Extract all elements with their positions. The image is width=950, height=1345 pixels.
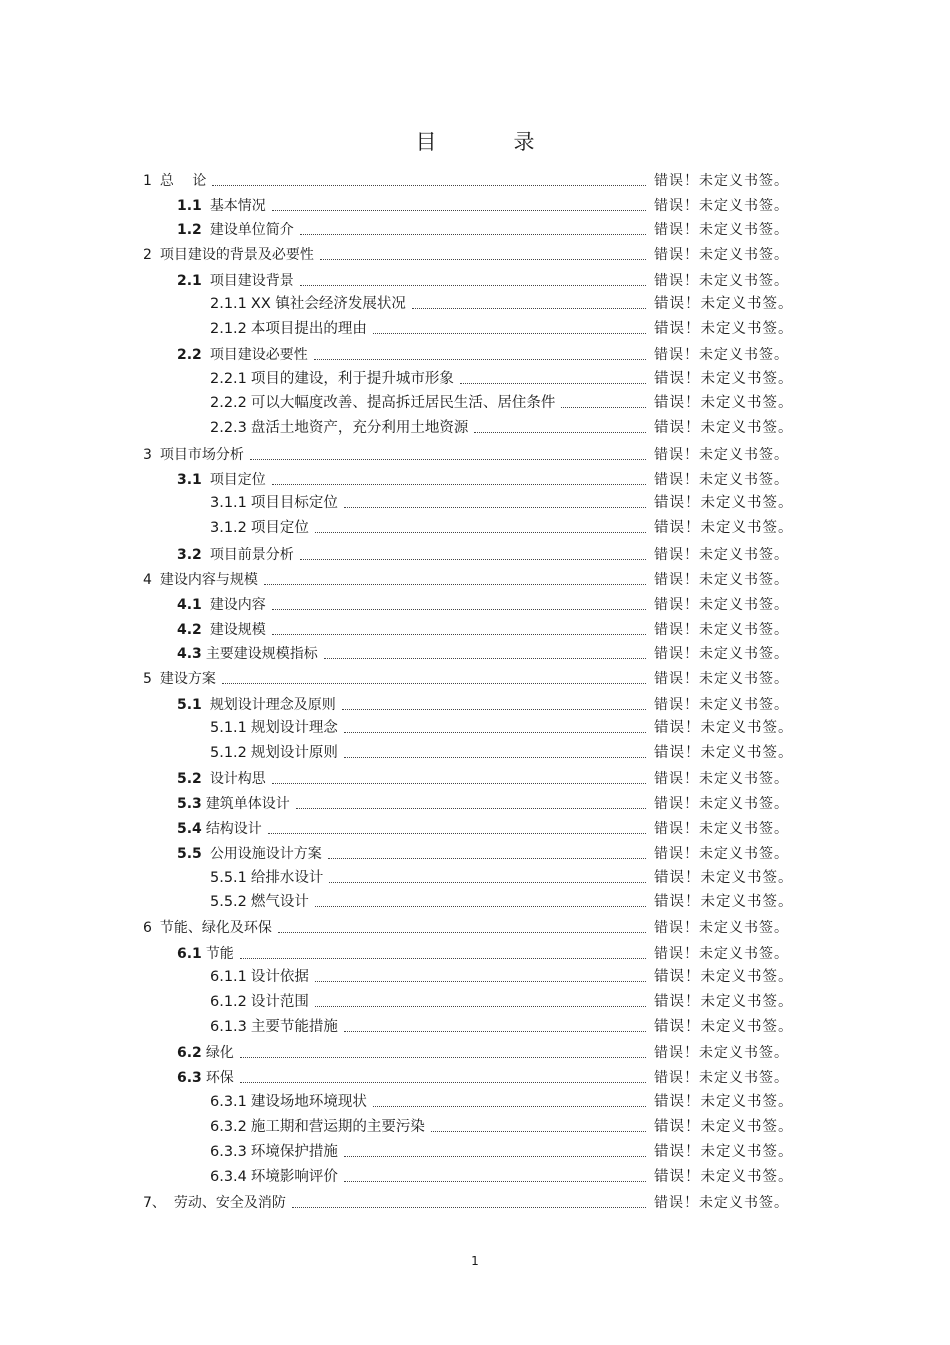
toc-entry-number: 5: [143, 671, 152, 687]
toc-entry-label: 盘活土地资产，充分利用土地资源: [250, 420, 469, 436]
dot-leader: [328, 858, 646, 859]
dot-leader: [272, 609, 646, 610]
toc-entry-number: 6.3.1: [210, 1094, 247, 1110]
toc-entry-number: 1.2: [177, 222, 202, 238]
toc-entry-number: 2.2.3: [210, 420, 247, 436]
toc-entry[interactable]: [0, 889, 950, 911]
toc-entry-page-ref: 错误！未定义书签。: [654, 1094, 794, 1110]
dot-leader: [373, 333, 646, 334]
toc-entry[interactable]: [0, 1139, 950, 1161]
dot-leader: [344, 732, 646, 733]
toc-entry-page-ref: 错误！未定义书签。: [654, 547, 789, 563]
toc-entry-page-ref: 错误！未定义书签。: [654, 395, 794, 411]
toc-entry[interactable]: [0, 915, 950, 937]
dot-leader: [329, 882, 646, 883]
toc-entry-number: 3.1.2: [210, 520, 247, 536]
toc-entry-page-ref: 错误！未定义书签。: [654, 347, 789, 363]
toc-entry-number: 2: [143, 247, 152, 263]
toc-entry[interactable]: [0, 442, 950, 464]
dot-leader: [292, 1207, 646, 1208]
toc-entry-number: 5.1.1: [210, 720, 247, 736]
dot-leader: [431, 1131, 646, 1132]
dot-leader: [342, 709, 646, 710]
dot-leader: [300, 285, 646, 286]
toc-entry[interactable]: [0, 268, 950, 290]
toc-entry[interactable]: [0, 1040, 950, 1062]
dot-leader: [272, 210, 646, 211]
toc-entry-number: 1.1: [177, 198, 202, 214]
toc-entry-page-ref: 错误！未定义书签。: [654, 247, 789, 263]
toc-entry-page-ref: 错误！未定义书签。: [654, 671, 789, 687]
toc-entry-page-ref: 错误！未定义书签。: [654, 198, 789, 214]
toc-entry-page-ref: 错误！未定义书签。: [654, 821, 789, 837]
toc-entry-page-ref: 错误！未定义书签。: [654, 1045, 789, 1061]
dot-leader: [272, 634, 646, 635]
toc-entry-label: 公用设施设计方案: [209, 846, 322, 862]
toc-entry-page-ref: 错误！未定义书签。: [654, 796, 789, 812]
toc-entry-label: 项目市场分析: [159, 447, 244, 463]
dot-leader: [212, 185, 646, 186]
toc-entry-page-ref: 错误！未定义书签。: [654, 1119, 794, 1135]
toc-entry[interactable]: [0, 415, 950, 437]
toc-entry-page-ref: 错误！未定义书签。: [654, 745, 794, 761]
toc-entry-number: 5.3: [177, 796, 202, 812]
dot-leader: [300, 559, 646, 560]
toc-entry-label: 建设内容: [209, 597, 266, 613]
toc-entry-page-ref: 错误！未定义书签。: [654, 371, 794, 387]
toc-entry[interactable]: [0, 1190, 950, 1212]
toc-entry[interactable]: [0, 217, 950, 239]
toc-entry-page-ref: 错误！未定义书签。: [654, 846, 789, 862]
toc-entry-page-ref: 错误！未定义书签。: [654, 472, 789, 488]
toc-entry-page-ref: 错误！未定义书签。: [654, 447, 789, 463]
toc-entry[interactable]: [0, 641, 950, 663]
toc-entry-label: 环境保护措施: [250, 1144, 338, 1160]
toc-entry-number: 2.2: [177, 347, 202, 363]
toc-entry-label: 规划设计理念: [250, 720, 338, 736]
toc-entry-page-ref: 错误！未定义书签。: [654, 697, 789, 713]
toc-entry-number: 6.3.3: [210, 1144, 247, 1160]
toc-entry-label: 设计构思: [209, 771, 266, 787]
toc-entry-label: 节能: [205, 946, 234, 962]
toc-entry[interactable]: [0, 1164, 950, 1186]
dot-leader: [222, 683, 646, 684]
toc-entry-page-ref: 错误！未定义书签。: [654, 646, 789, 662]
toc-entry-page-ref: 错误！未定义书签。: [654, 720, 794, 736]
toc-entry-label: 环保: [205, 1070, 234, 1086]
dot-leader: [344, 1031, 646, 1032]
toc-entry-number: 5.5.2: [210, 894, 247, 910]
toc-entry-number: 5.1: [177, 697, 202, 713]
toc-entry-label: 项目定位: [209, 472, 266, 488]
toc-entry-page-ref: 错误！未定义书签。: [654, 946, 789, 962]
toc-entry-label: 本项目提出的理由: [250, 321, 367, 337]
toc-entry[interactable]: [0, 816, 950, 838]
toc-entry[interactable]: [0, 242, 950, 264]
toc-entry-number: 6.2: [177, 1045, 202, 1061]
dot-leader: [344, 1181, 646, 1182]
toc-entry[interactable]: [0, 617, 950, 639]
toc-entry-label: 结构设计: [205, 821, 262, 837]
toc-entry-label: 项目建设背景: [209, 273, 294, 289]
toc-entry[interactable]: [0, 542, 950, 564]
toc-entry-number: 6: [143, 920, 152, 936]
toc-entry-page-ref: 错误！未定义书签。: [654, 994, 794, 1010]
toc-entry-number: 3.1: [177, 472, 202, 488]
toc-entry[interactable]: [0, 291, 950, 313]
toc-entry-page-ref: 错误！未定义书签。: [654, 173, 789, 189]
dot-leader: [240, 1057, 646, 1058]
toc-entry-label: 设计范围: [250, 994, 309, 1010]
toc-entry-label: 项目前景分析: [209, 547, 294, 563]
toc-entry-page-ref: 错误！未定义书签。: [654, 597, 789, 613]
dot-leader: [344, 757, 646, 758]
dot-leader: [315, 981, 646, 982]
toc-entry[interactable]: [0, 766, 950, 788]
toc-entry-label: 建筑单体设计: [205, 796, 290, 812]
toc-entry-label: 项目定位: [250, 520, 309, 536]
toc-entry-number: 5.2: [177, 771, 202, 787]
dot-leader: [296, 808, 646, 809]
dot-leader: [300, 234, 646, 235]
dot-leader: [315, 906, 646, 907]
toc-entry[interactable]: [0, 515, 950, 537]
toc-entry[interactable]: [0, 467, 950, 489]
dot-leader: [460, 383, 646, 384]
toc-entry[interactable]: [0, 692, 950, 714]
toc-entry-number: 3.1.1: [210, 495, 247, 511]
toc-entry-label: 主要节能措施: [250, 1019, 338, 1035]
toc-entry-label: 环境影响评价: [250, 1169, 338, 1185]
toc-entry[interactable]: [0, 666, 950, 688]
toc-entry[interactable]: [0, 567, 950, 589]
toc-entry-number: 2.1: [177, 273, 202, 289]
toc-entry-page-ref: 错误！未定义书签。: [654, 1169, 794, 1185]
toc-entry-number: 6.1.3: [210, 1019, 247, 1035]
toc-entry[interactable]: [0, 791, 950, 813]
dot-leader: [373, 1106, 646, 1107]
toc-entry[interactable]: [0, 1014, 950, 1036]
toc-entry-label: 规划设计理念及原则: [209, 697, 336, 713]
dot-leader: [412, 308, 646, 309]
dot-leader: [268, 833, 646, 834]
toc-entry-label: 节能、绿化及环保: [159, 920, 272, 936]
dot-leader: [320, 259, 646, 260]
toc-entry-label: 项目目标定位: [250, 495, 338, 511]
dot-leader: [272, 783, 646, 784]
toc-entry-page-ref: 错误！未定义书签。: [654, 920, 789, 936]
page-number: 1: [471, 1254, 479, 1268]
toc-entry-number: 5.5.1: [210, 870, 247, 886]
toc-entry[interactable]: [0, 989, 950, 1011]
toc-entry-label: 绿化: [205, 1045, 234, 1061]
dot-leader: [278, 932, 646, 933]
toc-entry-label: 项目的建设，利于提升城市形象: [250, 371, 454, 387]
dot-leader: [314, 359, 646, 360]
toc-entry-number: 6.1.1: [210, 969, 247, 985]
dot-leader: [250, 459, 646, 460]
toc-entry-label: 主要建设规模指标: [205, 646, 318, 662]
toc-entry-page-ref: 错误！未定义书签。: [654, 1144, 794, 1160]
toc-entry-label: XX 镇社会经济发展状况: [250, 296, 406, 312]
toc-entry[interactable]: [0, 841, 950, 863]
toc-entry[interactable]: [0, 316, 950, 338]
dot-leader: [315, 1006, 646, 1007]
toc-entry-number: 6.1: [177, 946, 202, 962]
toc-entry-label: 规划设计原则: [250, 745, 338, 761]
toc-entry[interactable]: [0, 865, 950, 887]
toc-entry-label: 建设场地环境现状: [250, 1094, 367, 1110]
dot-leader: [474, 432, 646, 433]
toc-entry-page-ref: 错误！未定义书签。: [654, 969, 794, 985]
toc-entry-number: 6.3: [177, 1070, 202, 1086]
toc-entry-number: 5.1.2: [210, 745, 247, 761]
toc-entry-page-ref: 错误！未定义书签。: [654, 1070, 789, 1086]
dot-leader: [272, 484, 646, 485]
toc-entry[interactable]: [0, 592, 950, 614]
toc-entry-number: 3.2: [177, 547, 202, 563]
toc-entry-page-ref: 错误！未定义书签。: [654, 222, 789, 238]
toc-entry[interactable]: [0, 715, 950, 737]
toc-entry-number: 5.5: [177, 846, 202, 862]
dot-leader: [344, 1156, 646, 1157]
dot-leader: [264, 584, 646, 585]
toc-entry-page-ref: 错误！未定义书签。: [654, 1019, 794, 1035]
toc-entry-label: 给排水设计: [250, 870, 324, 886]
toc-entry-page-ref: 错误！未定义书签。: [654, 622, 789, 638]
toc-entry-label: 可以大幅度改善、提高拆迁居民生活、居住条件: [250, 395, 556, 411]
toc-entry-number: 2.1.2: [210, 321, 247, 337]
toc-entry-page-ref: 错误！未定义书签。: [654, 771, 789, 787]
toc-entry[interactable]: [0, 366, 950, 388]
toc-entry[interactable]: [0, 390, 950, 412]
toc-entry[interactable]: [0, 941, 950, 963]
toc-entry-page-ref: 错误！未定义书签。: [654, 894, 794, 910]
toc-entry-label: 建设单位简介: [209, 222, 294, 238]
dot-leader: [324, 658, 646, 659]
dot-leader: [344, 507, 646, 508]
toc-entry-number: 4.2: [177, 622, 202, 638]
toc-entry-number: 2.2.1: [210, 371, 247, 387]
toc-entry-page-ref: 错误！未定义书签。: [654, 420, 794, 436]
toc-entry-page-ref: 错误！未定义书签。: [654, 572, 789, 588]
toc-entry-page-ref: 错误！未定义书签。: [654, 495, 794, 511]
toc-entry-page-ref: 错误！未定义书签。: [654, 520, 794, 536]
toc-entry[interactable]: [0, 193, 950, 215]
toc-entry[interactable]: [0, 168, 950, 190]
page-title: 目 录: [415, 130, 563, 154]
toc-entry-label: 建设内容与规模: [159, 572, 258, 588]
toc-entry[interactable]: [0, 740, 950, 762]
toc-entry[interactable]: [0, 964, 950, 986]
toc-entry[interactable]: [0, 342, 950, 364]
dot-leader: [240, 958, 646, 959]
toc-entry-number: 7、: [143, 1195, 166, 1211]
toc-entry-label: 施工期和营运期的主要污染: [250, 1119, 425, 1135]
toc-entry[interactable]: [0, 1089, 950, 1111]
toc-entry-number: 6.3.2: [210, 1119, 247, 1135]
toc-entry-label: 基本情况: [209, 198, 266, 214]
toc-entry-number: 4: [143, 572, 152, 588]
toc-entry-label: 建设方案: [159, 671, 216, 687]
toc-entry-number: 3: [143, 447, 152, 463]
dot-leader: [315, 532, 646, 533]
toc-entry-number: 4.1: [177, 597, 202, 613]
toc-entry-label: 建设规模: [209, 622, 266, 638]
toc-entry-number: 5.4: [177, 821, 202, 837]
toc-entry-page-ref: 错误！未定义书签。: [654, 1195, 789, 1211]
toc-entry[interactable]: [0, 490, 950, 512]
toc-entry-label: 项目建设的背景及必要性: [159, 247, 314, 263]
toc-entry-label: 设计依据: [250, 969, 309, 985]
toc-entry-page-ref: 错误！未定义书签。: [654, 296, 794, 312]
toc-entry-number: 1: [143, 173, 152, 189]
toc-entry[interactable]: [0, 1114, 950, 1136]
toc-entry-page-ref: 错误！未定义书签。: [654, 273, 789, 289]
toc-entry-number: 2.1.1: [210, 296, 247, 312]
toc-entry-label: 燃气设计: [250, 894, 309, 910]
toc-entry-label: 总 论: [159, 173, 207, 189]
toc-entry-label: 项目建设必要性: [209, 347, 308, 363]
toc-entry-number: 2.2.2: [210, 395, 247, 411]
toc-entry-label: 劳动、安全及消防: [173, 1195, 286, 1211]
toc-entry-page-ref: 错误！未定义书签。: [654, 870, 794, 886]
toc-entry-number: 4.3: [177, 646, 202, 662]
dot-leader: [561, 407, 646, 408]
toc-entry-page-ref: 错误！未定义书签。: [654, 321, 794, 337]
dot-leader: [240, 1082, 646, 1083]
toc-entry-number: 6.3.4: [210, 1169, 247, 1185]
toc-entry[interactable]: [0, 1065, 950, 1087]
toc-entry-number: 6.1.2: [210, 994, 247, 1010]
